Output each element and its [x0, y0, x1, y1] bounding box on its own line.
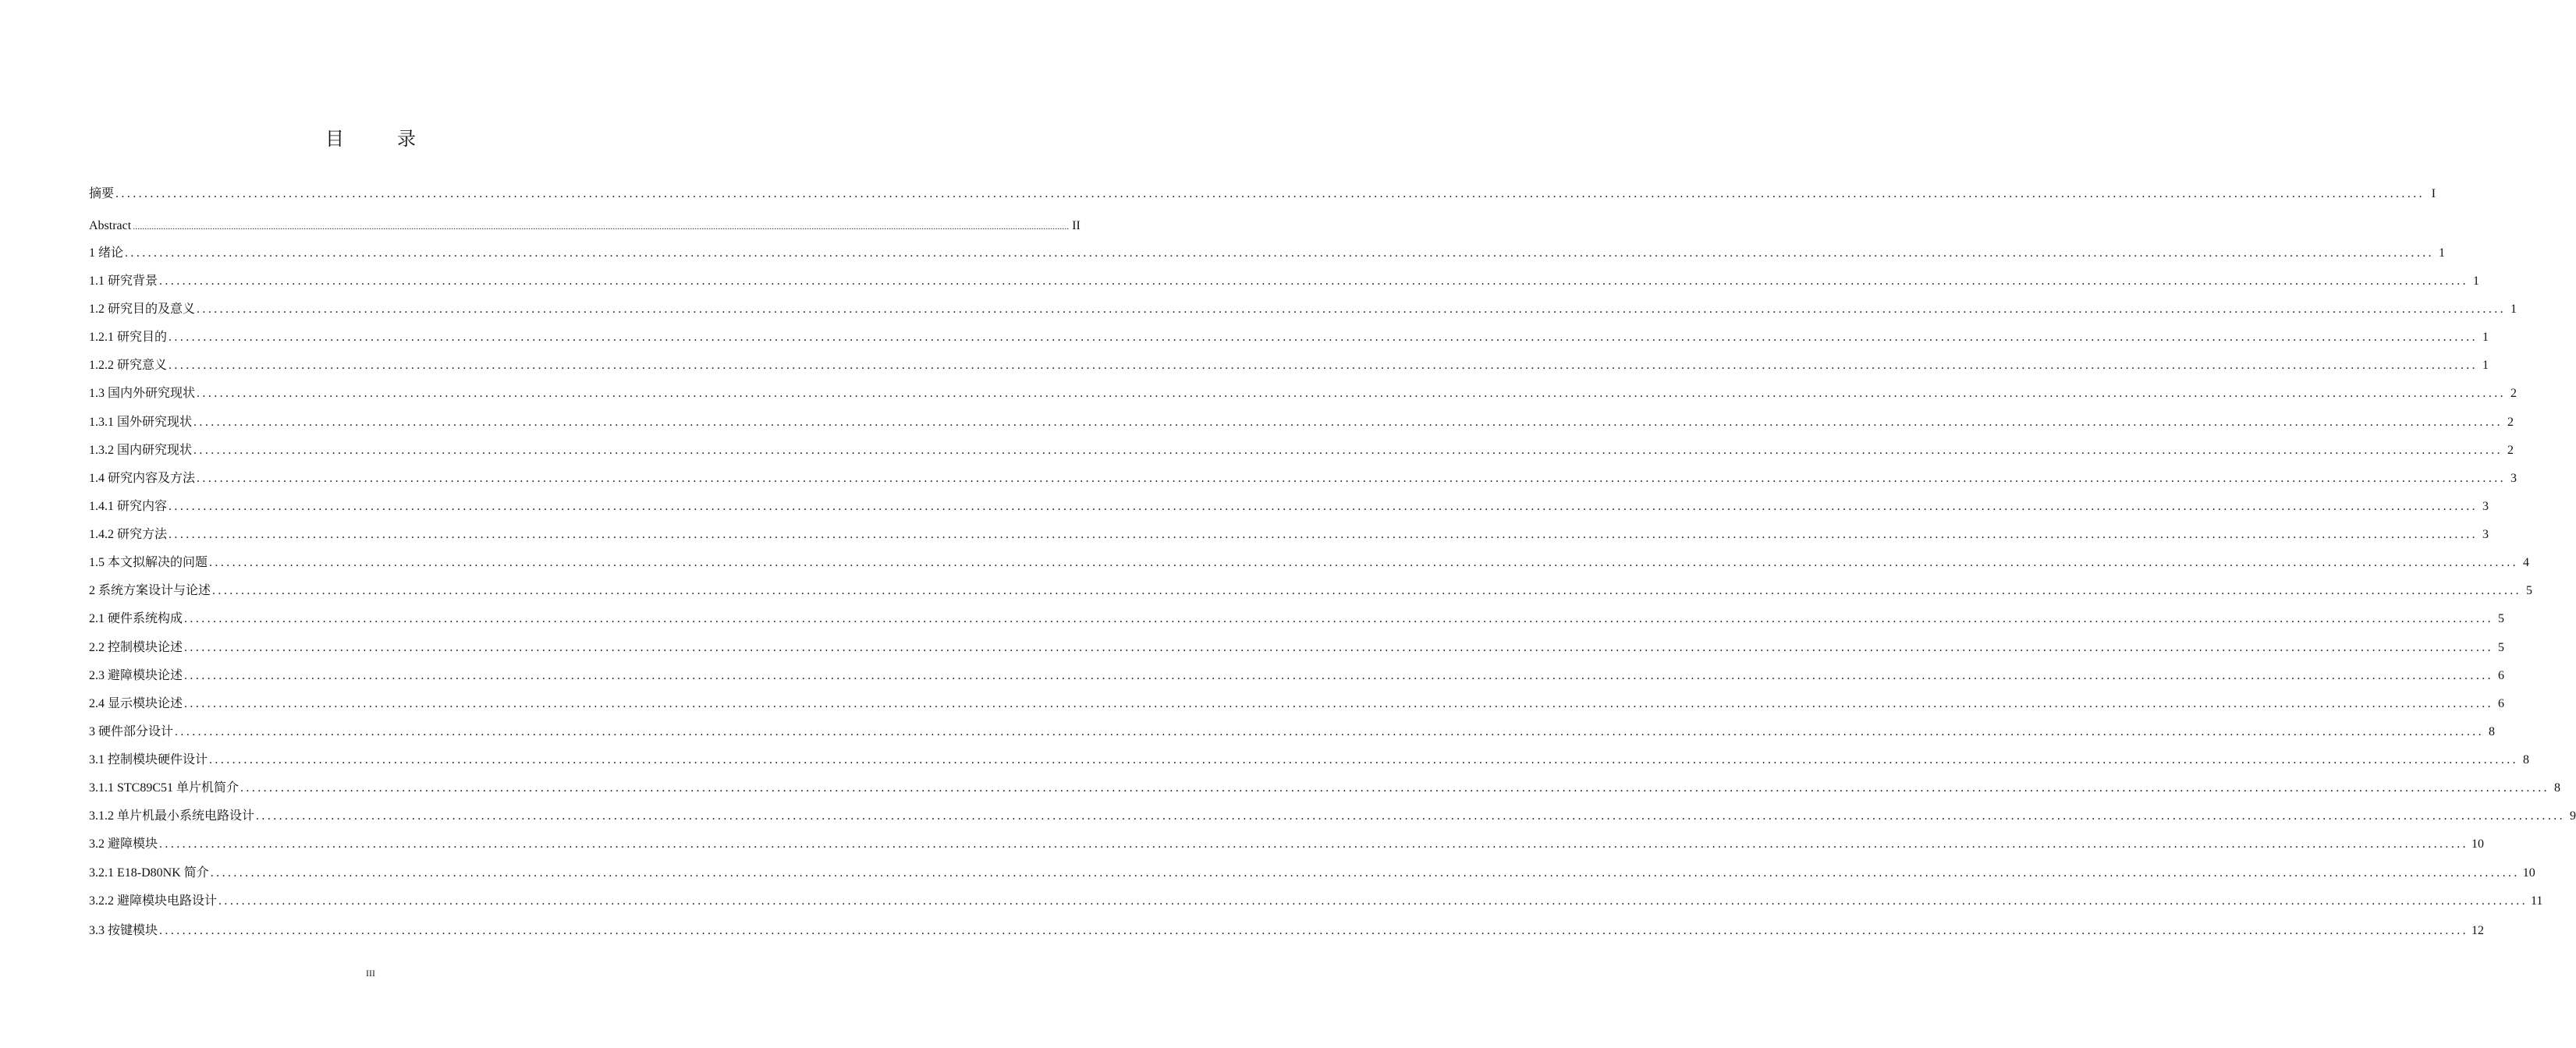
toc-entry[interactable]	[89, 891, 2543, 912]
toc-entry-page: 6	[2498, 697, 2505, 710]
toc-entry-page: 12	[2471, 924, 2485, 937]
toc-leader-dots: ................................................................................................................................................................................................................................................................................................................................................................................................................	[184, 669, 2494, 682]
toc-entry-label: 1 绪论	[89, 246, 124, 260]
toc-entry-label: 1.4 研究内容及方法	[89, 472, 196, 485]
toc-entry[interactable]	[89, 525, 2489, 545]
toc-leader-dots: ................................................................................................................................................................................................................................................................................................................................................................................................................	[133, 221, 1070, 232]
toc-entry-label: 1.2 研究目的及意义	[89, 303, 196, 316]
toc-entry-page: II	[1072, 219, 1080, 232]
toc-leader-dots: ................................................................................................................................................................................................................................................................................................................................................................................................................	[197, 303, 2507, 316]
toc-entry-label: 3.3 按键模块	[89, 924, 158, 937]
toc-entry[interactable]	[89, 184, 2436, 204]
toc-entry-page: 5	[2498, 612, 2505, 625]
toc-entry-page: 8	[2554, 781, 2561, 795]
toc-entry-page: 5	[2498, 641, 2505, 654]
toc-entry-page: 2	[2507, 416, 2514, 429]
toc-title: 目 录	[325, 128, 433, 150]
toc-leader-dots: ................................................................................................................................................................................................................................................................................................................................................................................................................	[209, 753, 2519, 767]
toc-entry[interactable]	[89, 441, 2514, 461]
toc-entry-page: 8	[2489, 725, 2496, 738]
toc-entry-page: 1	[2482, 331, 2489, 344]
toc-leader-dots: ................................................................................................................................................................................................................................................................................................................................................................................................................	[125, 246, 2435, 260]
toc-entry[interactable]	[89, 638, 2505, 658]
toc-entry[interactable]	[89, 666, 2505, 686]
toc-entry-label: 1.4.2 研究方法	[89, 528, 168, 541]
toc-entry-page: 11	[2531, 894, 2543, 908]
toc-entry-page: 3	[2510, 472, 2517, 485]
toc-entry-page: 1	[2439, 246, 2446, 260]
toc-entry[interactable]	[89, 609, 2505, 629]
toc-entry[interactable]	[89, 722, 2496, 742]
toc-entry-label: 3.2 避障模块	[89, 837, 158, 851]
toc-leader-dots: ................................................................................................................................................................................................................................................................................................................................................................................................................	[169, 500, 2478, 513]
toc-entry-page: I	[2431, 187, 2436, 200]
toc-entry[interactable]	[89, 328, 2489, 348]
toc-entry-label: 2.1 硬件系统构成	[89, 612, 183, 625]
toc-entry[interactable]	[89, 863, 2535, 883]
toc-leader-dots: ................................................................................................................................................................................................................................................................................................................................................................................................................	[115, 187, 2425, 200]
toc-entry[interactable]	[89, 778, 2561, 798]
toc-entry-label: 摘要	[89, 187, 115, 200]
toc-leader-dots: ................................................................................................................................................................................................................................................................................................................................................................................................................	[212, 584, 2522, 597]
toc-entry-label: 3 硬件部分设计	[89, 725, 174, 738]
toc-entry-page: 1	[2482, 359, 2489, 372]
toc-leader-dots: ................................................................................................................................................................................................................................................................................................................................................................................................................	[159, 274, 2469, 288]
toc-leader-dots: ................................................................................................................................................................................................................................................................................................................................................................................................................	[197, 472, 2507, 485]
toc-entry-label: 1.3 国内外研究现状	[89, 387, 196, 400]
page-number: III	[366, 968, 375, 979]
toc-entry[interactable]	[89, 469, 2517, 489]
toc-entry[interactable]	[89, 806, 2576, 827]
toc-leader-dots: ................................................................................................................................................................................................................................................................................................................................................................................................................	[256, 809, 2566, 823]
toc-entry-page: 2	[2507, 444, 2514, 457]
toc-entry[interactable]	[89, 271, 2480, 292]
toc-entry-page: 10	[2522, 866, 2535, 880]
toc-entry[interactable]	[89, 384, 2517, 404]
toc-entry[interactable]	[89, 581, 2533, 601]
toc-entry[interactable]	[89, 834, 2485, 855]
toc-entry-page: 6	[2498, 669, 2505, 682]
toc-leader-dots: ................................................................................................................................................................................................................................................................................................................................................................................................................	[193, 416, 2503, 429]
toc-leader-dots: ................................................................................................................................................................................................................................................................................................................................................................................................................	[193, 444, 2503, 457]
toc-entry[interactable]	[89, 356, 2489, 376]
toc-entry[interactable]	[89, 299, 2517, 320]
toc-entry[interactable]	[89, 216, 1080, 236]
toc-entry[interactable]	[89, 921, 2485, 941]
toc-entry-label: 3.1.1 STC89C51 单片机简介	[89, 781, 240, 795]
toc-entry-label: Abstract	[89, 219, 132, 232]
toc-entry-label: 2.4 显示模块论述	[89, 697, 183, 710]
toc-entry-page: 5	[2526, 584, 2533, 597]
toc-leader-dots: ................................................................................................................................................................................................................................................................................................................................................................................................................	[169, 359, 2478, 372]
toc-leader-dots: ................................................................................................................................................................................................................................................................................................................................................................................................................	[184, 697, 2494, 710]
toc-entry-label: 1.2.1 研究目的	[89, 331, 168, 344]
toc-entry-page: 8	[2523, 753, 2530, 767]
toc-entry-label: 1.5 本文拟解决的问题	[89, 556, 208, 569]
toc-entry-page: 9	[2570, 809, 2576, 823]
toc-entry-label: 3.1.2 单片机最小系统电路设计	[89, 809, 255, 823]
toc-leader-dots: ................................................................................................................................................................................................................................................................................................................................................................................................................	[218, 894, 2528, 908]
toc-entry-label: 3.1 控制模块硬件设计	[89, 753, 208, 767]
toc-leader-dots: ................................................................................................................................................................................................................................................................................................................................................................................................................	[169, 331, 2478, 344]
toc-leader-dots: ................................................................................................................................................................................................................................................................................................................................................................................................................	[210, 866, 2520, 880]
toc-entry[interactable]	[89, 412, 2514, 433]
toc-entry-label: 2.2 控制模块论述	[89, 641, 183, 654]
toc-entry-page: 1	[2510, 303, 2517, 316]
toc-entry-label: 1.2.2 研究意义	[89, 359, 168, 372]
toc-entry[interactable]	[89, 694, 2505, 714]
toc-entry-label: 2 系统方案设计与论述	[89, 584, 211, 597]
toc-entry-label: 1.3.1 国外研究现状	[89, 416, 193, 429]
toc-leader-dots: ................................................................................................................................................................................................................................................................................................................................................................................................................	[184, 612, 2494, 625]
toc-entry-label: 1.1 研究背景	[89, 274, 158, 288]
toc-entry-label: 1.4.1 研究内容	[89, 500, 168, 513]
toc-leader-dots: ................................................................................................................................................................................................................................................................................................................................................................................................................	[175, 725, 2485, 738]
toc-entry-page: 2	[2510, 387, 2517, 400]
toc-entry-label: 3.2.2 避障模块电路设计	[89, 894, 218, 908]
toc-leader-dots: ................................................................................................................................................................................................................................................................................................................................................................................................................	[169, 528, 2478, 541]
toc-entry[interactable]	[89, 750, 2530, 770]
toc-leader-dots: ................................................................................................................................................................................................................................................................................................................................................................................................................	[159, 924, 2469, 937]
toc-entry-label: 3.2.1 E18-D80NK 简介	[89, 866, 209, 880]
toc-entry-page: 1	[2473, 274, 2480, 288]
toc-entry[interactable]	[89, 497, 2489, 517]
toc-entry-page: 10	[2471, 837, 2485, 851]
toc-leader-dots: ................................................................................................................................................................................................................................................................................................................................................................................................................	[184, 641, 2494, 654]
toc-entry[interactable]	[89, 553, 2530, 573]
toc-leader-dots: ................................................................................................................................................................................................................................................................................................................................................................................................................	[159, 837, 2469, 851]
toc-entry-page: 4	[2523, 556, 2530, 569]
toc-entry[interactable]	[89, 243, 2446, 264]
toc-entry-label: 1.3.2 国内研究现状	[89, 444, 193, 457]
toc-leader-dots: ................................................................................................................................................................................................................................................................................................................................................................................................................	[197, 387, 2507, 400]
toc-leader-dots: ................................................................................................................................................................................................................................................................................................................................................................................................................	[240, 781, 2550, 795]
toc-entry-label: 2.3 避障模块论述	[89, 669, 183, 682]
toc-entry-page: 3	[2482, 500, 2489, 513]
toc-entry-page: 3	[2482, 528, 2489, 541]
toc-leader-dots: ................................................................................................................................................................................................................................................................................................................................................................................................................	[209, 556, 2519, 569]
